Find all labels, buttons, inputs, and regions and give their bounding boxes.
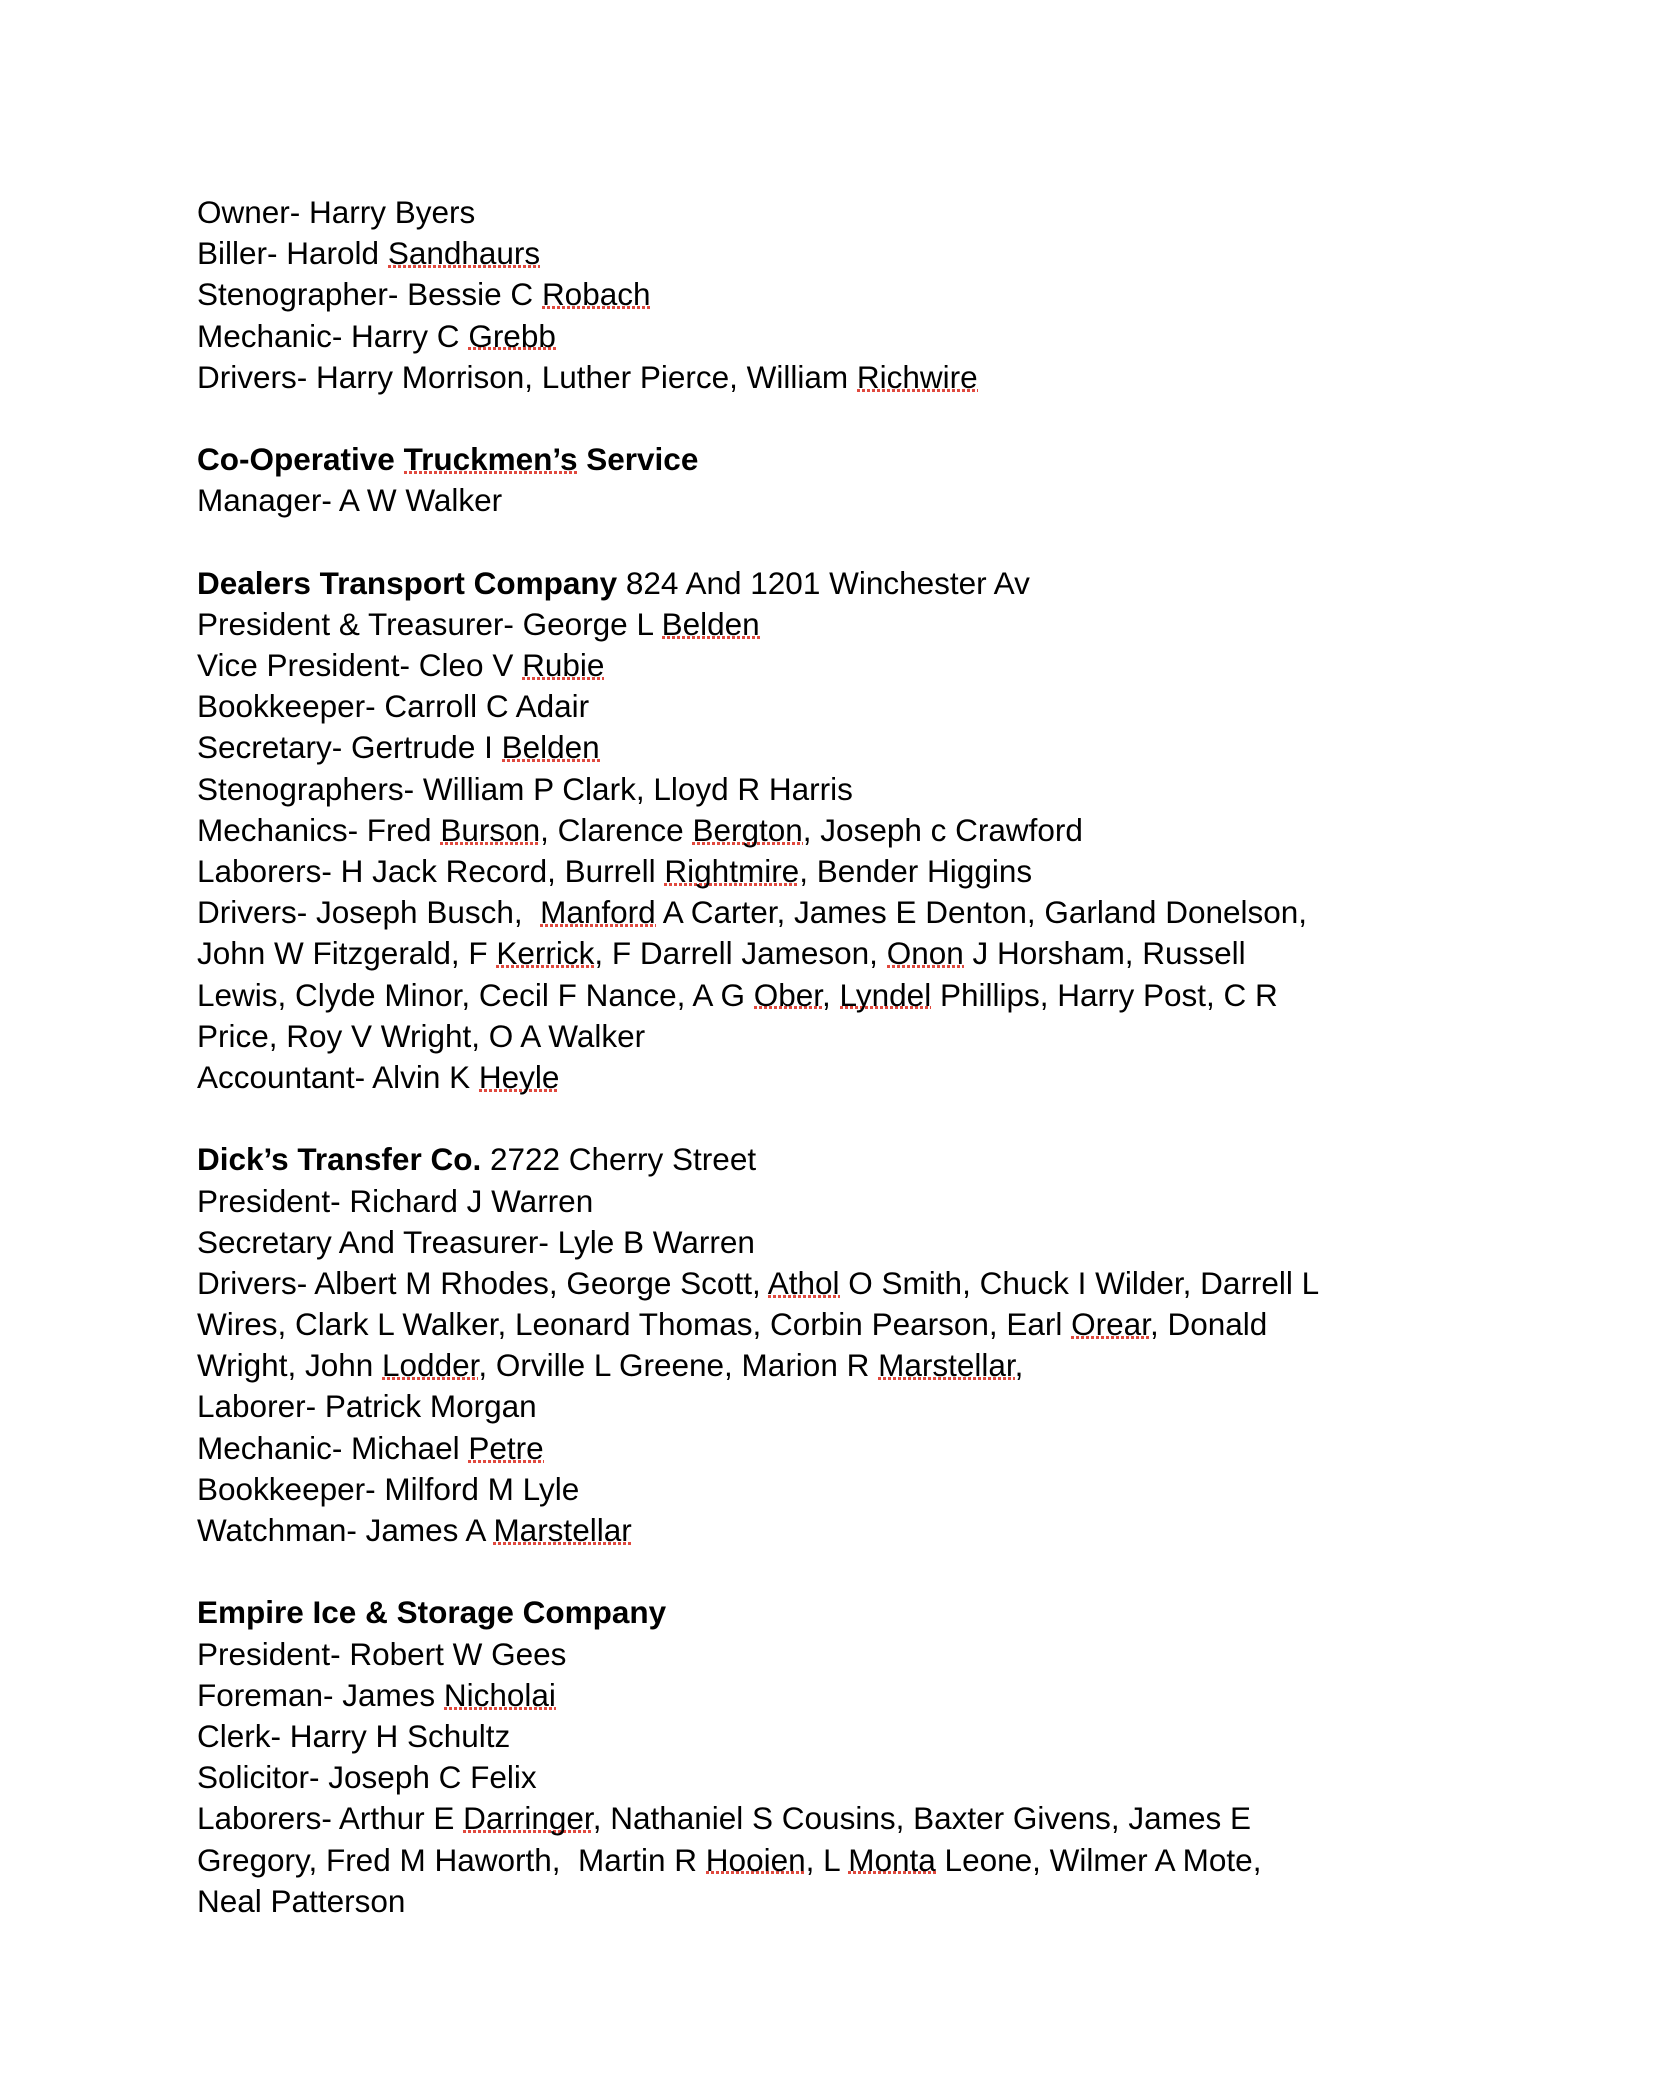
entry-line	[197, 1469, 1319, 1510]
text-segment: Bookkeeper- Carroll C Adair	[197, 688, 590, 725]
entry-line	[197, 1881, 1319, 1922]
misspelled-word[interactable]: Petre	[468, 1429, 544, 1466]
misspelled-word[interactable]: Monta	[848, 1841, 936, 1878]
text-segment: J Horsham, Russell	[963, 935, 1246, 972]
entry-line	[197, 1840, 1319, 1881]
entry-line	[197, 933, 1319, 974]
text-segment: Secretary- Gertrude I	[197, 729, 502, 766]
text-segment: Laborer- Patrick Morgan	[197, 1388, 537, 1425]
text-segment: Accountant- Alvin K	[197, 1058, 479, 1095]
company-address: 824 And 1201 Winchester Av	[617, 564, 1030, 601]
misspelled-word[interactable]: Robach	[541, 276, 651, 313]
entry-line	[197, 769, 1319, 810]
misspelled-word[interactable]: Manford	[540, 894, 656, 931]
misspelled-word[interactable]: Rightmire	[664, 853, 800, 889]
entry-line	[197, 851, 1319, 892]
entry-line	[197, 1428, 1319, 1469]
entry-line	[197, 1675, 1319, 1716]
entry-line	[197, 1304, 1319, 1345]
company-name: Co-Operative	[197, 441, 404, 478]
text-segment: President- Richard J Warren	[197, 1182, 594, 1219]
text-segment: Vice President- Cleo V	[197, 647, 523, 684]
entry-line	[197, 1716, 1319, 1757]
entry-line	[197, 1263, 1319, 1304]
text-segment: , Joseph c Crawford	[802, 811, 1083, 848]
misspelled-word[interactable]: Athol	[767, 1264, 840, 1301]
text-segment: Mechanic- Michael	[197, 1429, 469, 1466]
entry-line	[197, 975, 1319, 1016]
text-segment: Secretary And Treasurer- Lyle B Warren	[197, 1223, 755, 1260]
text-segment: O Smith, Chuck I Wilder, Darrell L	[839, 1264, 1320, 1301]
text-segment: , Donald	[1149, 1306, 1268, 1343]
company-name-part[interactable]: Truckmen’s	[403, 441, 578, 478]
entry-line	[197, 686, 1319, 727]
text-segment: Drivers- Joseph Busch,	[197, 894, 541, 931]
misspelled-word[interactable]: Rubie	[522, 647, 605, 684]
misspelled-word[interactable]: Richwire	[856, 358, 978, 395]
misspelled-word[interactable]: Darringer	[463, 1800, 593, 1837]
text-segment: Manager- A W Walker	[197, 482, 503, 519]
entry-line	[197, 192, 1319, 233]
company-name: Empire Ice & Storage Company	[197, 1594, 667, 1631]
text-segment: President- Robert W Gees	[197, 1635, 567, 1672]
misspelled-word[interactable]: Burson	[440, 811, 541, 848]
text-segment: ,	[822, 976, 840, 1013]
text-segment: , Orville L Greene, Marion R	[478, 1347, 879, 1384]
entry-line	[197, 316, 1319, 357]
misspelled-word[interactable]: Sandhaurs	[387, 235, 541, 272]
blank-line	[197, 522, 1319, 563]
company-heading	[197, 1139, 1319, 1180]
entry-line	[197, 274, 1319, 315]
text-segment: Drivers- Harry Morrison, Luther Pierce, William	[197, 358, 857, 395]
misspelled-word[interactable]: Grebb	[468, 317, 556, 354]
blank-line	[197, 398, 1319, 439]
misspelled-word[interactable]: Lodder	[382, 1347, 479, 1384]
misspelled-word[interactable]: Belden	[661, 605, 760, 642]
entry-line	[197, 1386, 1319, 1427]
entry-line	[197, 480, 1319, 521]
company-heading	[197, 439, 1319, 480]
misspelled-word[interactable]: Lyndel	[839, 976, 932, 1013]
company-address: 2722 Cherry Street	[481, 1141, 757, 1178]
text-segment: Biller- Harold	[197, 235, 388, 272]
misspelled-word[interactable]: Onon	[886, 935, 964, 972]
entry-line	[197, 1345, 1319, 1386]
text-segment: Watchman- James A	[197, 1512, 494, 1548]
misspelled-word[interactable]: Nicholai	[443, 1676, 556, 1713]
entry-line	[197, 810, 1319, 851]
misspelled-word[interactable]: Heyle	[478, 1058, 560, 1095]
entry-line	[197, 1181, 1319, 1222]
entry-line	[197, 645, 1319, 686]
company-name: Dick’s Transfer Co.	[197, 1141, 482, 1178]
company-section	[197, 563, 1319, 1098]
text-segment: , Nathaniel S Cousins, Baxter Givens, James E	[592, 1800, 1251, 1837]
blank-line	[197, 1551, 1319, 1592]
text-segment: Clerk- Harry H Schultz	[197, 1717, 511, 1754]
text-segment: Stenographers- William P Clark, Lloyd R Harris	[197, 770, 853, 807]
entry-line	[197, 1634, 1319, 1675]
misspelled-word[interactable]: Ober	[753, 976, 823, 1013]
text-segment: Wright, John	[197, 1347, 383, 1384]
company-section	[197, 1139, 1319, 1551]
entry-line	[197, 1757, 1319, 1798]
blank-line	[197, 1098, 1319, 1139]
text-segment: , Clarence	[540, 811, 693, 848]
entry-line	[197, 1016, 1319, 1057]
text-segment: Wires, Clark L Walker, Leonard Thomas, Corbin Pearson, Earl	[197, 1306, 1072, 1343]
entry-line	[197, 233, 1319, 274]
misspelled-word[interactable]: Kerrick	[496, 935, 595, 972]
text-segment: Lewis, Clyde Minor, Cecil F Nance, A G	[197, 976, 754, 1013]
entry-line	[197, 1057, 1319, 1098]
entry-line	[197, 727, 1319, 768]
continued-section	[197, 192, 1319, 398]
company-name-part: Service	[577, 441, 699, 478]
misspelled-word[interactable]: Orear	[1071, 1306, 1150, 1343]
text-segment: A Carter, James E Denton, Garland Donelson,	[655, 894, 1308, 931]
text-segment: Drivers- Albert M Rhodes, George Scott,	[197, 1264, 768, 1301]
text-segment: , Bender Higgins	[799, 853, 1033, 889]
text-segment: Stenographer- Bessie C	[197, 276, 542, 313]
entry-line	[197, 357, 1319, 398]
company-section	[197, 1592, 1319, 1922]
text-segment: , L	[805, 1841, 849, 1878]
text-segment: John W Fitzgerald, F	[197, 935, 497, 972]
text-segment: Solicitor- Joseph C Felix	[197, 1759, 537, 1796]
text-segment: ,	[1014, 1347, 1024, 1384]
text-segment: Laborers- Arthur E	[197, 1800, 464, 1837]
text-segment: Leone, Wilmer A Mote,	[935, 1841, 1262, 1878]
company-section	[197, 439, 1319, 521]
company-heading	[197, 1592, 1319, 1633]
entry-line	[197, 1510, 1319, 1551]
entry-line	[197, 1222, 1319, 1263]
misspelled-word[interactable]: Bergton	[692, 811, 803, 848]
text-segment: Bookkeeper- Milford M Lyle	[197, 1470, 580, 1507]
entry-line	[197, 892, 1319, 933]
misspelled-word[interactable]: Marstellar	[878, 1347, 1015, 1384]
company-heading	[197, 563, 1319, 604]
entry-line	[197, 1798, 1319, 1839]
company-name: Dealers Transport Company	[197, 564, 618, 601]
entry-line	[197, 604, 1319, 645]
text-segment: Neal Patterson	[197, 1882, 406, 1919]
text-segment: Foreman- James	[197, 1676, 444, 1713]
text-segment: Mechanics- Fred	[197, 811, 441, 848]
text-segment: Gregory, Fred M Haworth, Martin R	[197, 1841, 706, 1878]
misspelled-word[interactable]: Marstellar	[493, 1512, 632, 1548]
misspelled-word[interactable]: Belden	[501, 729, 600, 766]
text-segment: President & Treasurer- George L	[197, 605, 662, 642]
text-segment: Laborers- H Jack Record, Burrell	[197, 853, 665, 889]
document-page	[197, 192, 1319, 1922]
text-segment: Mechanic- Harry C	[197, 317, 469, 354]
text-segment: Owner- Harry Byers	[197, 194, 476, 230]
text-segment: Price, Roy V Wright, O A Walker	[197, 1017, 646, 1054]
text-segment: Phillips, Harry Post, C R	[931, 976, 1278, 1013]
text-segment: , F Darrell Jameson,	[594, 935, 887, 972]
misspelled-word[interactable]: Hooien	[705, 1841, 806, 1878]
